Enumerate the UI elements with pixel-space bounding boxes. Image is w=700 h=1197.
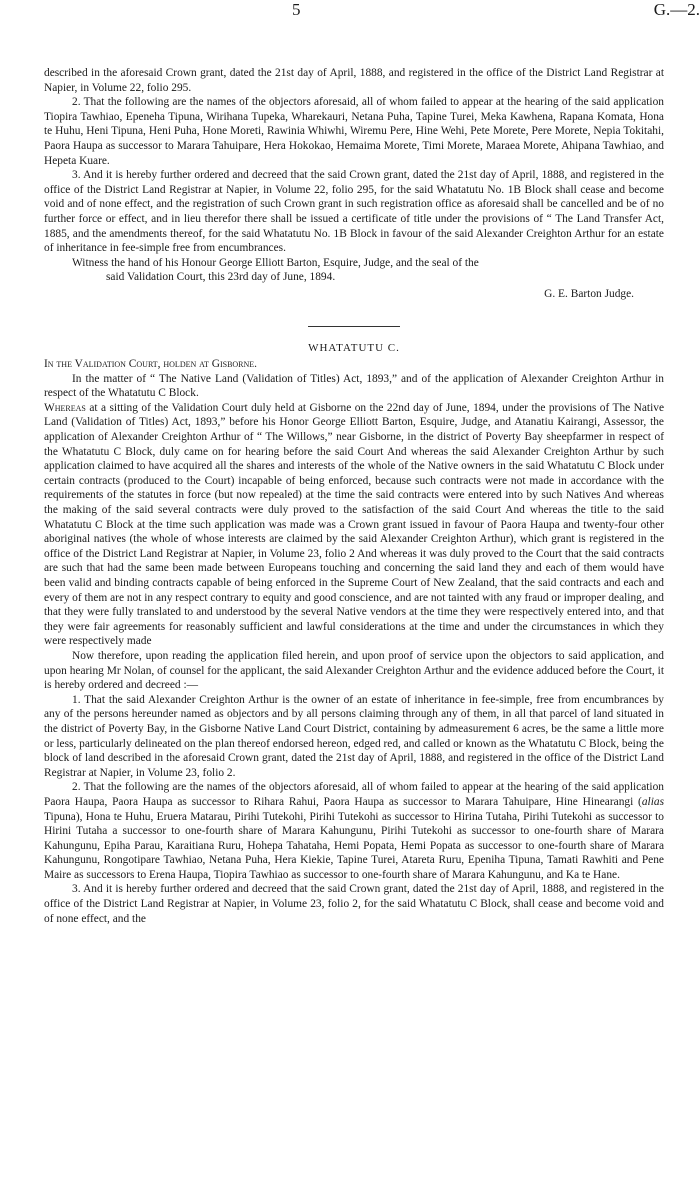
judge-signature: G. E. Barton Judge. [544, 287, 634, 300]
clause-3-decree-c: 3. And it is hereby further ordered and decreed that the said Crown grant, dated the 21st day of April, 1888, and registered in the office of the District Land Registrar at Napier, in Volume 23, folio 2, for the said Whatatutu C Block, shall cease and become void and of none effect, and the [44, 883, 664, 925]
clause-2-part-b: Tipuna), Hona te Huhu, Eruera Matarau, Pirihi Tutekohi, Pirihi Tutekohi as successor to Hirina Tutaha, Pirihi Tutekohi as successor to Hirini Tutaha a successor to one-fourth share of Marara Kahungunu, Pirihi Tutekohi as successor to one-fourth share of Marara Kahungunu, Epiha Parau, Karaitiana Ruru, Hohepa Tahataha, Hemi Popata, Hemi Popata as successor to one-fourth share of Marara Kahungunu, Rongotipare Tawhiao, Netana Puha, Hera Kiekie, Tapine Turei, Atareta Ruru, Epeniha Tipuna, Tamati Rawhiti and Pene Maire as successors to Erena Haupa, Tiopira Tawhiao as successor to one-fourth share of Marara Kahungunu, and Ka te Hane. [44, 810, 664, 881]
whereas-recital [44, 401, 664, 649]
page-header [0, 0, 700, 22]
matter-statement: In the matter of “ The Native Land (Validation of Titles) Act, 1893,” and of the application of Alexander Creighton Arthur in respect of the Whatatutu C Block. [44, 372, 664, 400]
clause-3-decree: 3. And it is hereby further ordered and decreed that the said Crown grant, dated the 21st day of April, 1888, and registered in the office of the District Land Registrar at Napier, in Volume 22, folio 295, for the said Whatatutu No. 1B Block shall cease and become void and of none effect, and the registration of such Crown grant in such registration office as aforesaid shall be cancelled and be of no further force or effect, and in lieu therefor there shall be issued a certificate of title under the provisions of “ The Land Transfer Act, 1885, and the amendments thereof, for the said Whatatutu No. 1B Block in favour of the said Alexander Creighton Arthur for an estate of inheritance in fee-simple free from encumbrances. [44, 169, 664, 255]
whereas-body: at a sitting of the Validation Court duly held at Gisborne on the 22nd day of June, 1894, under the provisions of The Native Land (Validation of Titles) Act, 1893,” before his Honor George Elliott Barton, Esquire, Judge, and Atanatiu Kairangi, Assessor, the application of Alexander Creighton Arthur of “ The Willows,” near Gisborne, in the district of Poverty Bay sheepfarmer in respect of the Whatatutu C Block, duly came on for hearing before the said Court And whereas the said Alexander Creighton Arthur by such application claimed to have acquired all the shares and interests of the whole of the Native owners in the said Whatatutu C Block under certain contracts (produced to the Court) incapable of being enforced, because such contracts were not made in accordance with the requirements of the statutes in force (but now repealed) at the time the said contracts were entered into by such Natives And whereas the making of the said several contracts were duly proved to the satisfaction of the said Court And whereas the title to the said Whatatutu C Block at the time such application was made was a Crown grant issued in favour of Paora Haupa and twenty-four other aboriginal natives (the whole of whose interests are claimed by the said Alexander Creighton Arthur), which grant is registered in the office of the District Land Registrar at Napier, in Volume 23, folio 2 And whereas it was duly proved to the Court that the said contracts are such that had the same been made between Europeans touching and concerning the said land they and each of them would have been valid and binding contracts capable of being enforced in the Supreme Court of New Zealand, that the said contracts and each and every of them are not in any respect contrary to equity and good conscience, and are not tainted with any fraud or improper dealing, and that they were fully translated to and understood by the several Native vendors at the time they were respectively entered into, and that they were fair agreements for reasonably sufficient and lawful considerations at the time and under the circumstances in which they were respectively made [44, 401, 664, 648]
witness-clause [72, 256, 664, 285]
section-title: WHATATUTU C. [308, 341, 400, 354]
whereas-lead: Whereas [44, 401, 86, 414]
clause-2-objectors-c [44, 780, 664, 882]
alias-word: alias [641, 795, 664, 808]
witness-line-1: Witness the hand of his Honour George Elliott Barton, Esquire, Judge, and the seal of the [72, 256, 479, 269]
court-heading: In the Validation Court, holden at Gisborne. [44, 358, 258, 371]
section-divider [308, 326, 400, 327]
paragraph-continuation: described in the aforesaid Crown grant, dated the 21st day of April, 1888, and registered in the office of the District Land Registrar at Napier, in Volume 22, folio 295. [44, 67, 664, 94]
witness-line-2: said Validation Court, this 23rd day of June, 1894. [106, 271, 336, 284]
clause-2-part-a: 2. That the following are the names of the objectors aforesaid, all of whom failed to appear at the hearing of the said application Paora Haupa, Paora Haupa as successor to Rihara Rahui, Paora Haupa as successor to Marara Tahuipare, Hine Hinearangi ( [44, 781, 664, 808]
clause-1-ownership: 1. That the said Alexander Creighton Arthur is the owner of an estate of inheritance in fee-simple, free from encumbrances by any of the persons hereunder named as objectors and by all persons claiming through any of them, in all that parcel of land situated in the district of Poverty Bay, in the Gisborne Native Land Court District, containing by admeasurement 6 acres, be the same a little more or less, particularly delineated on the plan thereof endorsed hereon, edged red, and called or known as the Whatatutu C Block, being the block of land described in the aforesaid Crown grant, dated the 21st day of April, 1888, and registered in the office of the District Land Registrar at Napier, in Volume 23, folio 2. [44, 693, 664, 779]
clause-2-objectors: 2. That the following are the names of the objectors aforesaid, all of whom failed to appear at the hearing of the said application Tiopira Tawhiao, Epeneha Tipuna, Wirihana Tupeka, Wharekauri, Netana Puha, Tapine Turei, Meka Kawhena, Rapana Komata, Hona te Huhu, Heni Tipuna, Heni Puha, Hone Moreti, Rawinia Whiwhi, Wiremu Pere, Hine Wehi, Pete Morete, Pere Morete, Nepia Tokitahi, Paora Haupa as successor to Marara Tahuipare, Hera Hokokao, Hemaima Morete, Timi Morete, Maraea Morete, Ahipana Tawhiao, and Hepeta Kuare. [44, 96, 664, 167]
page-number: 5 [292, 0, 301, 19]
page-body [44, 66, 664, 926]
now-therefore-clause: Now therefore, upon reading the application filed herein, and upon proof of service upon the objectors to said application, and upon hearing Mr Nolan, of counsel for the applicant, the said Alexander Creighton Arthur and the evidence adduced before the Court, it is hereby ordered and decreed :— [44, 649, 664, 692]
document-reference: G.—2. [653, 0, 700, 19]
